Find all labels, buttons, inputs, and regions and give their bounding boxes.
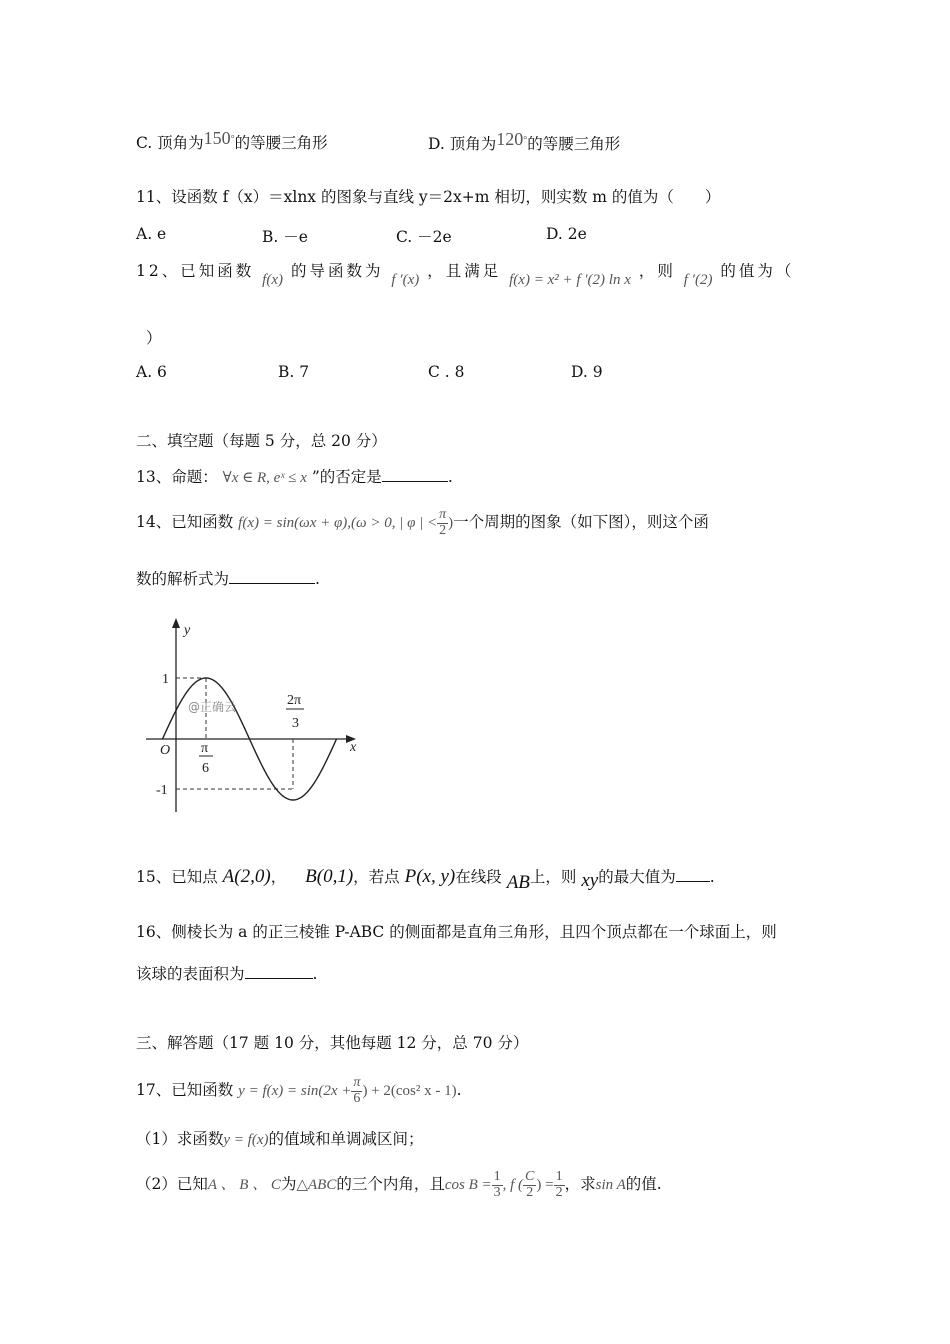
q12-math-equation: f(x) = x² + f ′(2) ln x <box>509 272 631 288</box>
point-a: A(2,0) <box>222 866 271 887</box>
q17-part2: （2）已知A 、 B 、 C为△ABC的三个内角，且cos B = $\frac{1}{3}$ , f ( $\frac{C}{2}$ ) = $\frac{1}{2}$ ，求sin A的值. <box>136 1169 662 1200</box>
q17-stem: 17、已知函数 y = f(x) = sin(2x + $\frac{\pi}{6}$ ) + 2(cos² x - 1). <box>136 1075 462 1106</box>
q16-line2: 该球的表面积为 . <box>136 965 318 983</box>
q17-part1: （1）求函数y = f(x)的值域和单调减区间； <box>136 1130 424 1148</box>
q16-line1: 16、侧棱长为 a 的正三棱锥 P-ABC 的侧面都是直角三角形，且四个顶点都在一个球面上，则 <box>136 923 777 941</box>
q17-fraction-1-3: $\frac{1}{3}$ <box>493 1169 501 1200</box>
q17-fraction-pi-6: $\frac{\pi}{6}$ <box>353 1075 361 1106</box>
q17-part2-cosb: cos B = <box>444 1177 492 1194</box>
segment-ab: AB <box>506 872 530 893</box>
y-label-neg1: -1 <box>156 783 168 798</box>
q14-fraction-pi-2: $\frac{\pi}{2}$ <box>439 507 447 538</box>
q17-part2-sina: sin A <box>595 1177 626 1194</box>
q12-close-paren: ） <box>146 329 162 347</box>
q17-math-1: y = f(x) = sin(2x + <box>238 1083 352 1100</box>
q12-option-b: B. 7 <box>278 363 310 381</box>
q17-math-2: ) + 2(cos² x - 1) <box>362 1083 457 1100</box>
q12-option-d: D. 9 <box>571 363 603 381</box>
sine-graph <box>140 612 370 822</box>
tick-3-label: 3 <box>292 716 299 731</box>
q15-answer-blank <box>676 880 710 882</box>
q11-option-b: B. －e <box>262 228 308 246</box>
q12-option-a: A. 6 <box>136 363 167 381</box>
q17-part2-angles: A 、 B 、 C <box>207 1177 281 1194</box>
x-axis-label: x <box>350 740 357 755</box>
q11-option-d: D. 2e <box>546 225 587 243</box>
q14-math: f(x) = sin(ωx + φ),(ω > 0, | φ | < <box>238 515 438 532</box>
angle-150: 150 <box>203 128 231 148</box>
q10-option-c: C. 顶角为150°的等腰三角形 <box>136 128 328 152</box>
q13-answer-blank <box>382 480 448 482</box>
tick-pi-label: π <box>201 741 209 756</box>
q14-stem: 14、已知函数 f(x) = sin(ωx + φ),(ω > 0, | φ | < $\frac{\pi}{2}$ )一个周期的图象（如下图），则这个函 <box>136 507 709 538</box>
q17-part2-triangle: △ABC <box>296 1177 337 1194</box>
q12-math-fprime2: f ′(2) <box>683 272 713 288</box>
y-axis-arrow-icon <box>172 618 180 628</box>
q13-math: ∀x ∈ R, eˣ ≤ x <box>222 470 307 486</box>
q14-answer-blank <box>229 582 315 584</box>
q12-option-c: C . 8 <box>428 363 465 381</box>
tick-2pi-label: 2π <box>287 693 302 708</box>
product-xy: xy <box>581 870 599 891</box>
point-b: B(0,1) <box>305 866 354 887</box>
point-p: P(x, y) <box>404 866 456 887</box>
angle-120: 120 <box>496 129 524 149</box>
q15-stem: 15、已知点 A(2,0)， B(0,1)，若点 P(x, y)在线段 AB上，则 xy的最大值为 . <box>136 866 715 893</box>
q11-option-c: C. －2e <box>396 228 452 246</box>
q17-part1-math: y = f(x) <box>223 1132 269 1148</box>
tick-6-label: 6 <box>202 761 209 776</box>
watermark: @正确云 <box>188 700 237 714</box>
q17-fraction-c-2: $\frac{C}{2}$ <box>525 1169 535 1200</box>
q12-stem: 12、已知函数 f(x) 的导函数为 f ′(x) ，且满足 f(x) = x² + f ′(2) ln x ，则 f ′(2) 的值为（ <box>136 262 795 288</box>
q11-option-a: A. e <box>136 225 167 243</box>
q11-stem: 11、设函数 f（x）＝xlnx 的图象与直线 y＝2x+m 相切，则实数 m 的值为（ ） <box>136 188 721 206</box>
q14-line2: 数的解析式为 . <box>136 570 320 588</box>
y-label-1: 1 <box>162 672 169 687</box>
q12-math-fprime: f ′(x) <box>391 272 420 288</box>
q12-math-fx: f(x) <box>262 272 283 288</box>
section-3-heading: 三、解答题（17 题 10 分，其他每题 12 分，总 70 分） <box>136 1034 529 1052</box>
q13-stem: 13、命题： ∀x ∈ R, eˣ ≤ x ”的否定是 . <box>136 468 453 486</box>
q17-fraction-1-2: $\frac{1}{2}$ <box>555 1169 563 1200</box>
section-2-heading: 二、填空题（每题 5 分，总 20 分） <box>136 432 387 450</box>
origin-label: O <box>160 743 171 758</box>
y-axis-label: y <box>184 623 191 638</box>
q16-answer-blank <box>245 977 313 979</box>
q10-option-d: D. 顶角为120°的等腰三角形 <box>428 129 621 153</box>
